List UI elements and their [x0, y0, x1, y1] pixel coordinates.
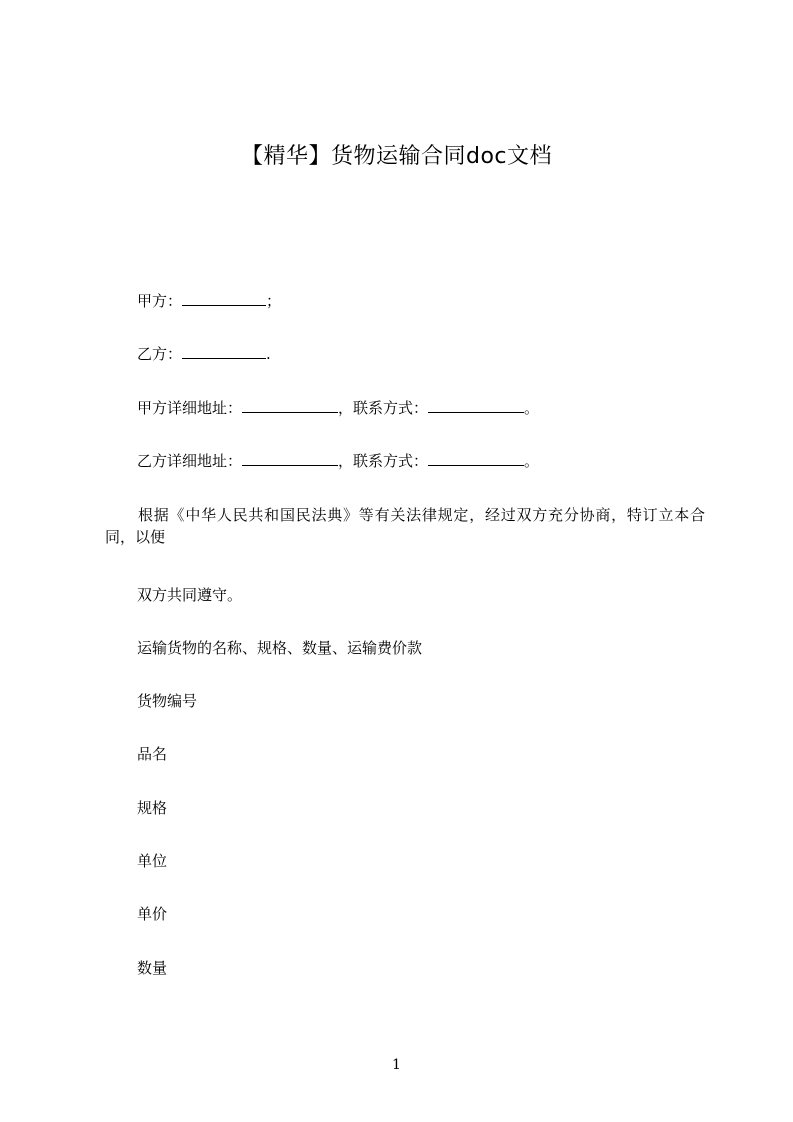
party-b-line: [137, 343, 271, 365]
party-b-address-end: 。: [524, 452, 540, 470]
party-a-label: 甲方：: [137, 292, 183, 310]
document-title: 【精华】货物运输合同doc文档: [240, 144, 553, 169]
party-a-line: [137, 290, 281, 312]
party-b-blank: [182, 343, 266, 359]
preamble-paragraph: 根据《中华人民共和国民法典》等有关法律规定，经过双方充分协商，特订立本合同，以便: [105, 506, 705, 546]
field-goods-number: 货物编号: [137, 692, 198, 710]
party-b-contact-label: ，联系方式：: [338, 452, 429, 470]
field-unit: 单位: [137, 852, 168, 870]
party-b-address-label: 乙方详细地址：: [137, 452, 243, 470]
party-b-address-line: [137, 450, 539, 472]
field-unit-price: 单价: [137, 905, 168, 923]
field-quantity: 数量: [137, 959, 168, 977]
field-product-name: 品名: [137, 745, 168, 763]
party-b-end: .: [266, 345, 271, 363]
party-a-address-label: 甲方详细地址：: [137, 399, 243, 417]
party-b-contact-blank: [428, 450, 524, 466]
party-a-address-line: [137, 397, 539, 419]
party-a-contact-label: ，联系方式：: [338, 399, 429, 417]
party-b-label: 乙方：: [137, 345, 183, 363]
party-a-blank: [182, 290, 266, 306]
field-specification: 规格: [137, 799, 168, 817]
party-b-address-blank: [242, 450, 338, 466]
page-number: 1: [392, 1057, 401, 1073]
party-a-end: ；: [266, 292, 282, 310]
section-heading: 运输货物的名称、规格、数量、运输费价款: [137, 639, 423, 657]
party-a-address-blank: [242, 397, 338, 413]
preamble-continued: 双方共同遵守。: [137, 586, 243, 604]
party-a-address-end: 。: [524, 399, 540, 417]
party-a-contact-blank: [428, 397, 524, 413]
